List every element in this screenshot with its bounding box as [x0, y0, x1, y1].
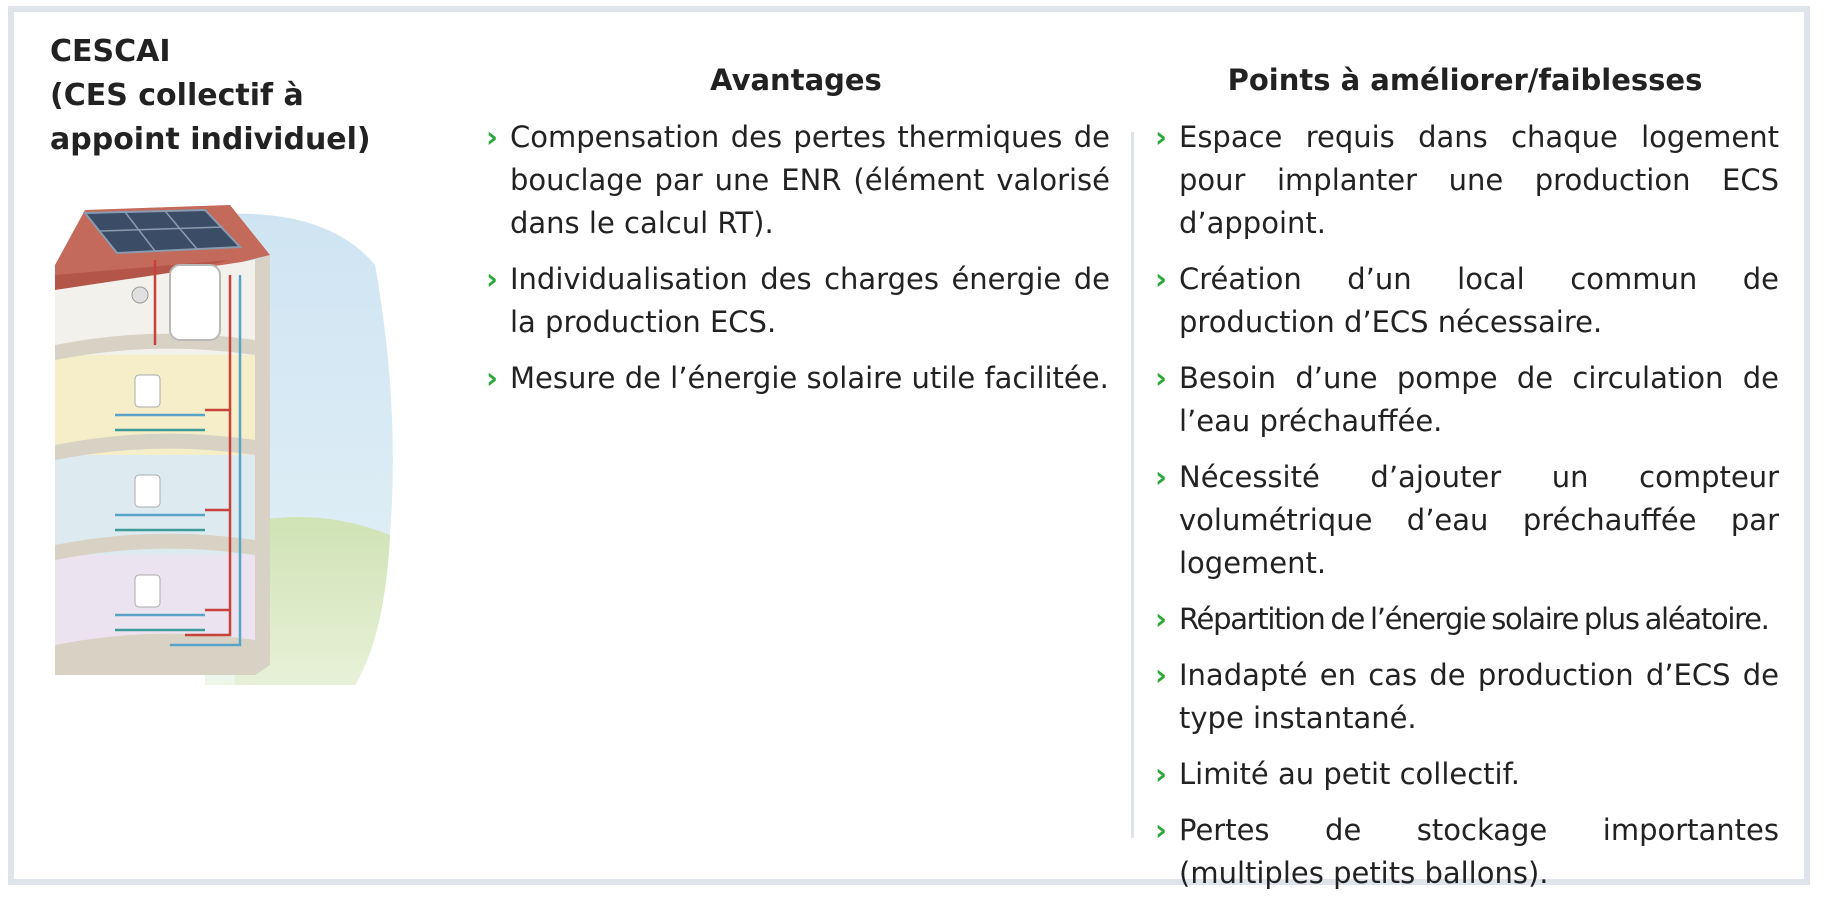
- list-item: › Mesure de l’énergie solaire utile facilitée.: [486, 357, 1110, 400]
- boiler-floor-3: [135, 375, 160, 407]
- list-item: › Individualisation des charges énergie de la production ECS.: [486, 258, 1110, 344]
- chevron-right-icon: ›: [486, 361, 498, 395]
- chevron-right-icon: ›: [1155, 602, 1166, 636]
- system-subtitle: (CES collectif à appoint individuel): [50, 78, 371, 157]
- column-divider: [1131, 132, 1134, 838]
- chevron-right-icon: ›: [1155, 262, 1167, 296]
- chevron-right-icon: ›: [1155, 658, 1167, 692]
- chevron-right-icon: ›: [1155, 460, 1167, 494]
- list-item: › Espace requis dans chaque logement pour implanter une production ECS d’appoint.: [1155, 116, 1779, 245]
- list-item: › Besoin d’une pompe de circulation de l’eau préchauffée.: [1155, 357, 1779, 443]
- list-item: › Nécessité d’ajouter un compteur volumétrique d’eau préchauffée par logement.: [1155, 456, 1779, 585]
- chevron-right-icon: ›: [1155, 361, 1167, 395]
- system-title-block: [50, 30, 430, 162]
- advantages-header: Avantages: [710, 63, 882, 97]
- storage-tank: [170, 265, 220, 340]
- advantages-list: [486, 116, 1110, 413]
- building-solar-water-heater-illustration: [55, 205, 400, 705]
- chevron-right-icon: ›: [486, 262, 498, 296]
- weaknesses-header: Points à améliorer/faiblesses: [1227, 63, 1703, 97]
- boiler-floor-2: [135, 475, 160, 507]
- list-item: › Création d’un local commun de production d’ECS nécessaire.: [1155, 258, 1779, 344]
- list-item: › Répartition de l’énergie solaire plus aléatoire.: [1155, 598, 1779, 641]
- weaknesses-list: [1155, 116, 1779, 908]
- list-item: › Compensation des pertes thermiques de bouclage par une ENR (élément valorisé dans le calcul RT).: [486, 116, 1110, 245]
- list-item: › Pertes de stockage importantes (multiples petits ballons).: [1155, 809, 1779, 895]
- chevron-right-icon: ›: [1155, 120, 1167, 154]
- chevron-right-icon: ›: [1155, 813, 1167, 847]
- chevron-right-icon: ›: [486, 120, 498, 154]
- list-item: › Limité au petit collectif.: [1155, 753, 1779, 796]
- system-title: CESCAI: [50, 34, 171, 69]
- list-item: › Inadapté en cas de production d’ECS de type instantané.: [1155, 654, 1779, 740]
- boiler-floor-1: [135, 575, 160, 607]
- chevron-right-icon: ›: [1155, 757, 1167, 791]
- pump: [132, 287, 148, 303]
